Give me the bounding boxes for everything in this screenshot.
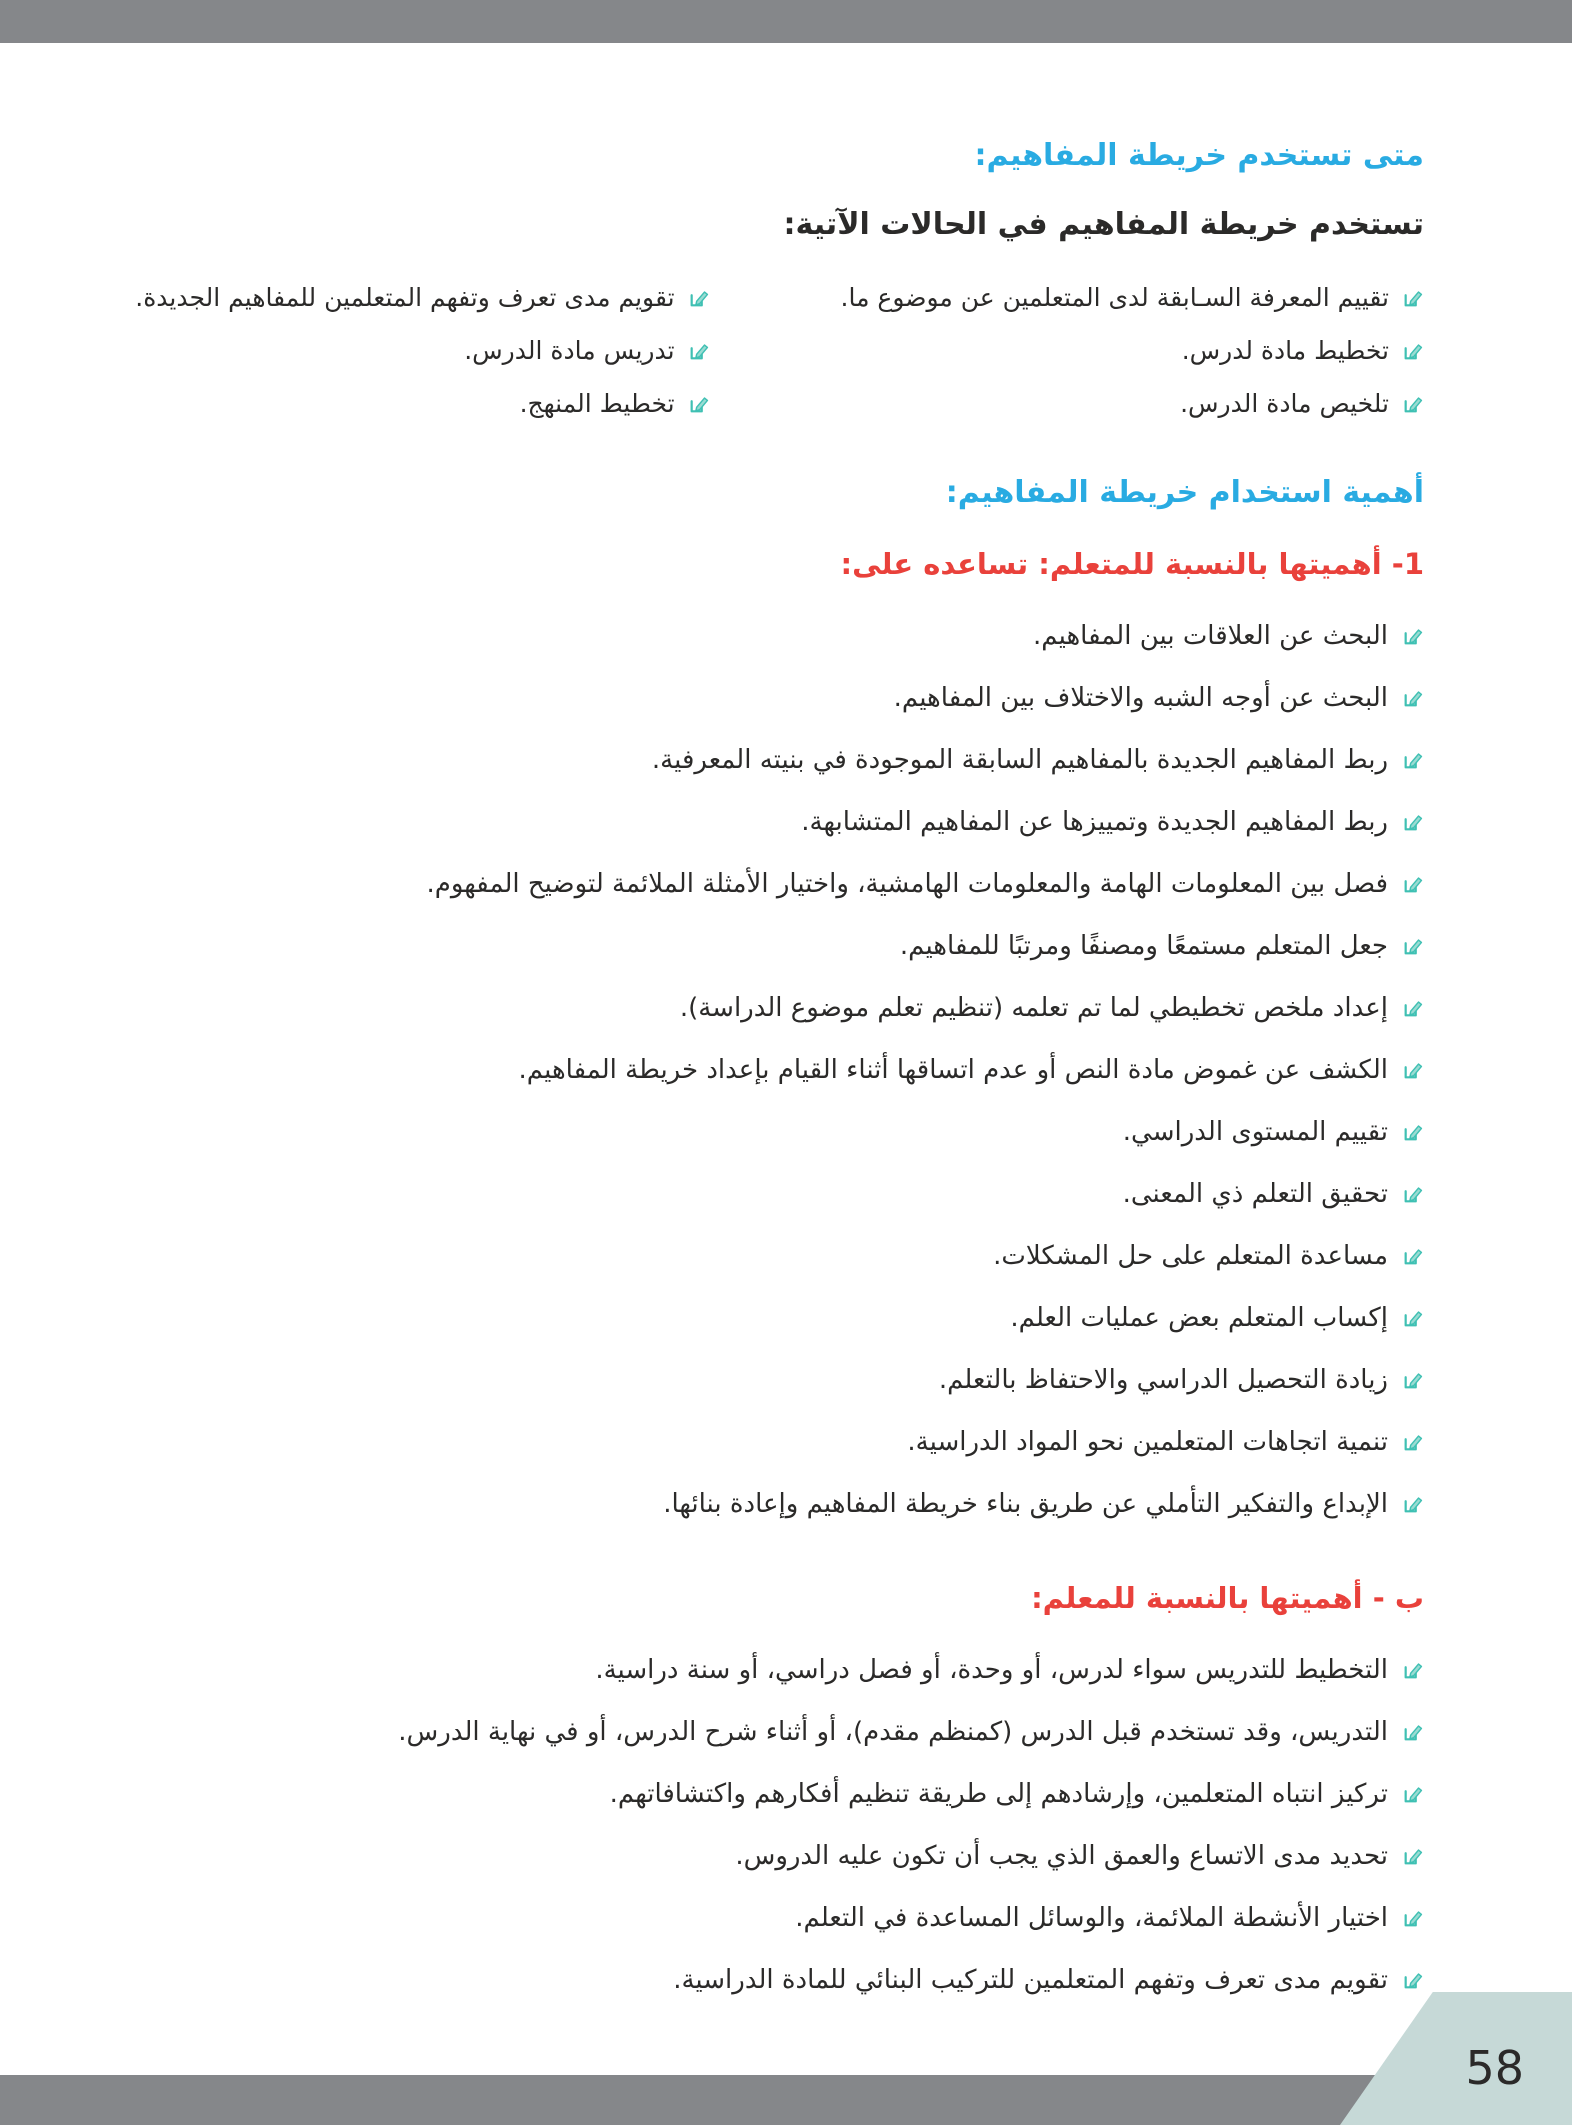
pencil-edit-icon (1402, 287, 1424, 309)
list-item (110, 1639, 1424, 1701)
page-number: 58 (1465, 2041, 1524, 2095)
pencil-edit-icon (1402, 997, 1424, 1019)
list-item-text: إكساب المتعلم بعض عمليات العلم. (1010, 1303, 1388, 1333)
list-item-text: إعداد ملخص تخطيطي لما تم تعلمه (تنظيم تعلم موضوع الدراسة). (679, 993, 1388, 1023)
usage-item (820, 389, 1424, 418)
list-item-text: فصل بين المعلومات الهامة والمعلومات الهامشية، واختيار الأمثلة الملائمة لتوضيح المفهوم. (426, 869, 1388, 899)
list-item-text: ربط المفاهيم الجديدة بالمفاهيم السابقة الموجودة في بنيته المعرفية. (651, 745, 1388, 775)
list-item (110, 1887, 1424, 1949)
bottom-bar (0, 2075, 1572, 2125)
list-item-text: تركيز انتباه المتعلمين، وإرشادهم إلى طريقة تنظيم أفكارهم واكتشافاتهم. (609, 1779, 1388, 1809)
usage-row (110, 324, 1424, 377)
list-item (110, 1701, 1424, 1763)
pencil-edit-icon (688, 340, 710, 362)
usage-item-text: تخطيط مادة لدرس. (1181, 336, 1389, 365)
list-item (110, 1349, 1424, 1411)
usage-item-text: تقييم المعرفة السـابقة لدى المتعلمين عن موضوع ما. (840, 283, 1389, 312)
pencil-edit-icon (1402, 1431, 1424, 1453)
learner-importance-list (110, 605, 1424, 1535)
usage-item-text: تدريس مادة الدرس. (464, 336, 675, 365)
pencil-edit-icon (688, 287, 710, 309)
pencil-edit-icon (1402, 1969, 1424, 1991)
usage-item (820, 283, 1424, 312)
list-item-text: اختيار الأنشطة الملائمة، والوسائل المساعدة في التعلم. (795, 1903, 1388, 1933)
list-item (110, 667, 1424, 729)
pencil-edit-icon (1402, 340, 1424, 362)
list-item-text: التدريس، وقد تستخدم قبل الدرس (كمنظم مقدم)، أو أثناء شرح الدرس، أو في نهاية الدرس. (398, 1717, 1388, 1747)
list-item (110, 1473, 1424, 1535)
list-item-text: تقييم المستوى الدراسي. (1122, 1117, 1388, 1147)
usage-item-text: تلخيص مادة الدرس. (1180, 389, 1389, 418)
pencil-edit-icon (1402, 873, 1424, 895)
usage-item (110, 283, 820, 312)
list-item-text: تحديد مدى الاتساع والعمق الذي يجب أن تكون عليه الدروس. (735, 1841, 1388, 1871)
list-item-text: تحقيق التعلم ذي المعنى. (1122, 1179, 1388, 1209)
usage-item (110, 389, 820, 418)
list-item (110, 729, 1424, 791)
usage-row (110, 271, 1424, 324)
list-item (110, 1949, 1424, 2011)
section-title-when: متى تستخدم خريطة المفاهيم: (974, 138, 1424, 173)
pencil-edit-icon (1402, 625, 1424, 647)
list-item (110, 1039, 1424, 1101)
list-item (110, 1825, 1424, 1887)
pencil-edit-icon (1402, 1783, 1424, 1805)
pencil-edit-icon (1402, 393, 1424, 415)
pencil-edit-icon (1402, 1245, 1424, 1267)
list-item (110, 853, 1424, 915)
list-item (110, 1163, 1424, 1225)
list-item (110, 1411, 1424, 1473)
section-title-importance: أهمية استخدام خريطة المفاهيم: (945, 475, 1424, 510)
pencil-edit-icon (688, 393, 710, 415)
list-item-text: ربط المفاهيم الجديدة وتمييزها عن المفاهيم المتشابهة. (801, 807, 1388, 837)
usage-cases-list (110, 271, 1424, 430)
pencil-edit-icon (1402, 935, 1424, 957)
list-item-text: الكشف عن غموض مادة النص أو عدم اتساقها أثناء القيام بإعداد خريطة المفاهيم. (518, 1055, 1388, 1085)
list-item (110, 605, 1424, 667)
teacher-importance-list (110, 1639, 1424, 2011)
pencil-edit-icon (1402, 1307, 1424, 1329)
when-intro-line: تستخدم خريطة المفاهيم في الحالات الآتية: (783, 207, 1424, 242)
teacher-importance-heading: ب - أهميتها بالنسبة للمعلم: (1031, 1581, 1424, 1615)
usage-item-text: تخطيط المنهج. (519, 389, 675, 418)
usage-item-text: تقويم مدى تعرف وتفهم المتعلمين للمفاهيم الجديدة. (135, 283, 675, 312)
top-bar (0, 0, 1572, 43)
pencil-edit-icon (1402, 1659, 1424, 1681)
page-content (0, 43, 1572, 2011)
list-item-text: جعل المتعلم مستمعًا ومصنفًا ومرتبًا للمفاهيم. (899, 931, 1388, 961)
usage-item (820, 336, 1424, 365)
list-item-text: مساعدة المتعلم على حل المشكلات. (993, 1241, 1388, 1271)
pencil-edit-icon (1402, 1183, 1424, 1205)
list-item (110, 1225, 1424, 1287)
pencil-edit-icon (1402, 811, 1424, 833)
usage-item (110, 336, 820, 365)
pencil-edit-icon (1402, 1907, 1424, 1929)
list-item-text: زيادة التحصيل الدراسي والاحتفاظ بالتعلم. (938, 1365, 1388, 1395)
list-item (110, 1287, 1424, 1349)
pencil-edit-icon (1402, 1721, 1424, 1743)
list-item (110, 1763, 1424, 1825)
list-item (110, 977, 1424, 1039)
list-item-text: تنمية اتجاهات المتعلمين نحو المواد الدراسية. (907, 1427, 1388, 1457)
list-item (110, 1101, 1424, 1163)
list-item-text: التخطيط للتدريس سواء لدرس، أو وحدة، أو فصل دراسي، أو سنة دراسية. (595, 1655, 1388, 1685)
list-item-text: البحث عن العلاقات بين المفاهيم. (1033, 621, 1388, 651)
page-number-tab (1340, 1992, 1572, 2125)
pencil-edit-icon (1402, 1845, 1424, 1867)
pencil-edit-icon (1402, 1369, 1424, 1391)
learner-importance-heading: 1- أهميتها بالنسبة للمتعلم: تساعده على: (840, 547, 1424, 581)
pencil-edit-icon (1402, 1059, 1424, 1081)
list-item-text: تقويم مدى تعرف وتفهم المتعلمين للتركيب البنائي للمادة الدراسية. (673, 1965, 1388, 1995)
pencil-edit-icon (1402, 687, 1424, 709)
list-item (110, 791, 1424, 853)
list-item-text: البحث عن أوجه الشبه والاختلاف بين المفاهيم. (893, 683, 1388, 713)
pencil-edit-icon (1402, 749, 1424, 771)
usage-row (110, 377, 1424, 430)
pencil-edit-icon (1402, 1121, 1424, 1143)
list-item (110, 915, 1424, 977)
pencil-edit-icon (1402, 1493, 1424, 1515)
list-item-text: الإبداع والتفكير التأملي عن طريق بناء خريطة المفاهيم وإعادة بنائها. (663, 1489, 1388, 1519)
